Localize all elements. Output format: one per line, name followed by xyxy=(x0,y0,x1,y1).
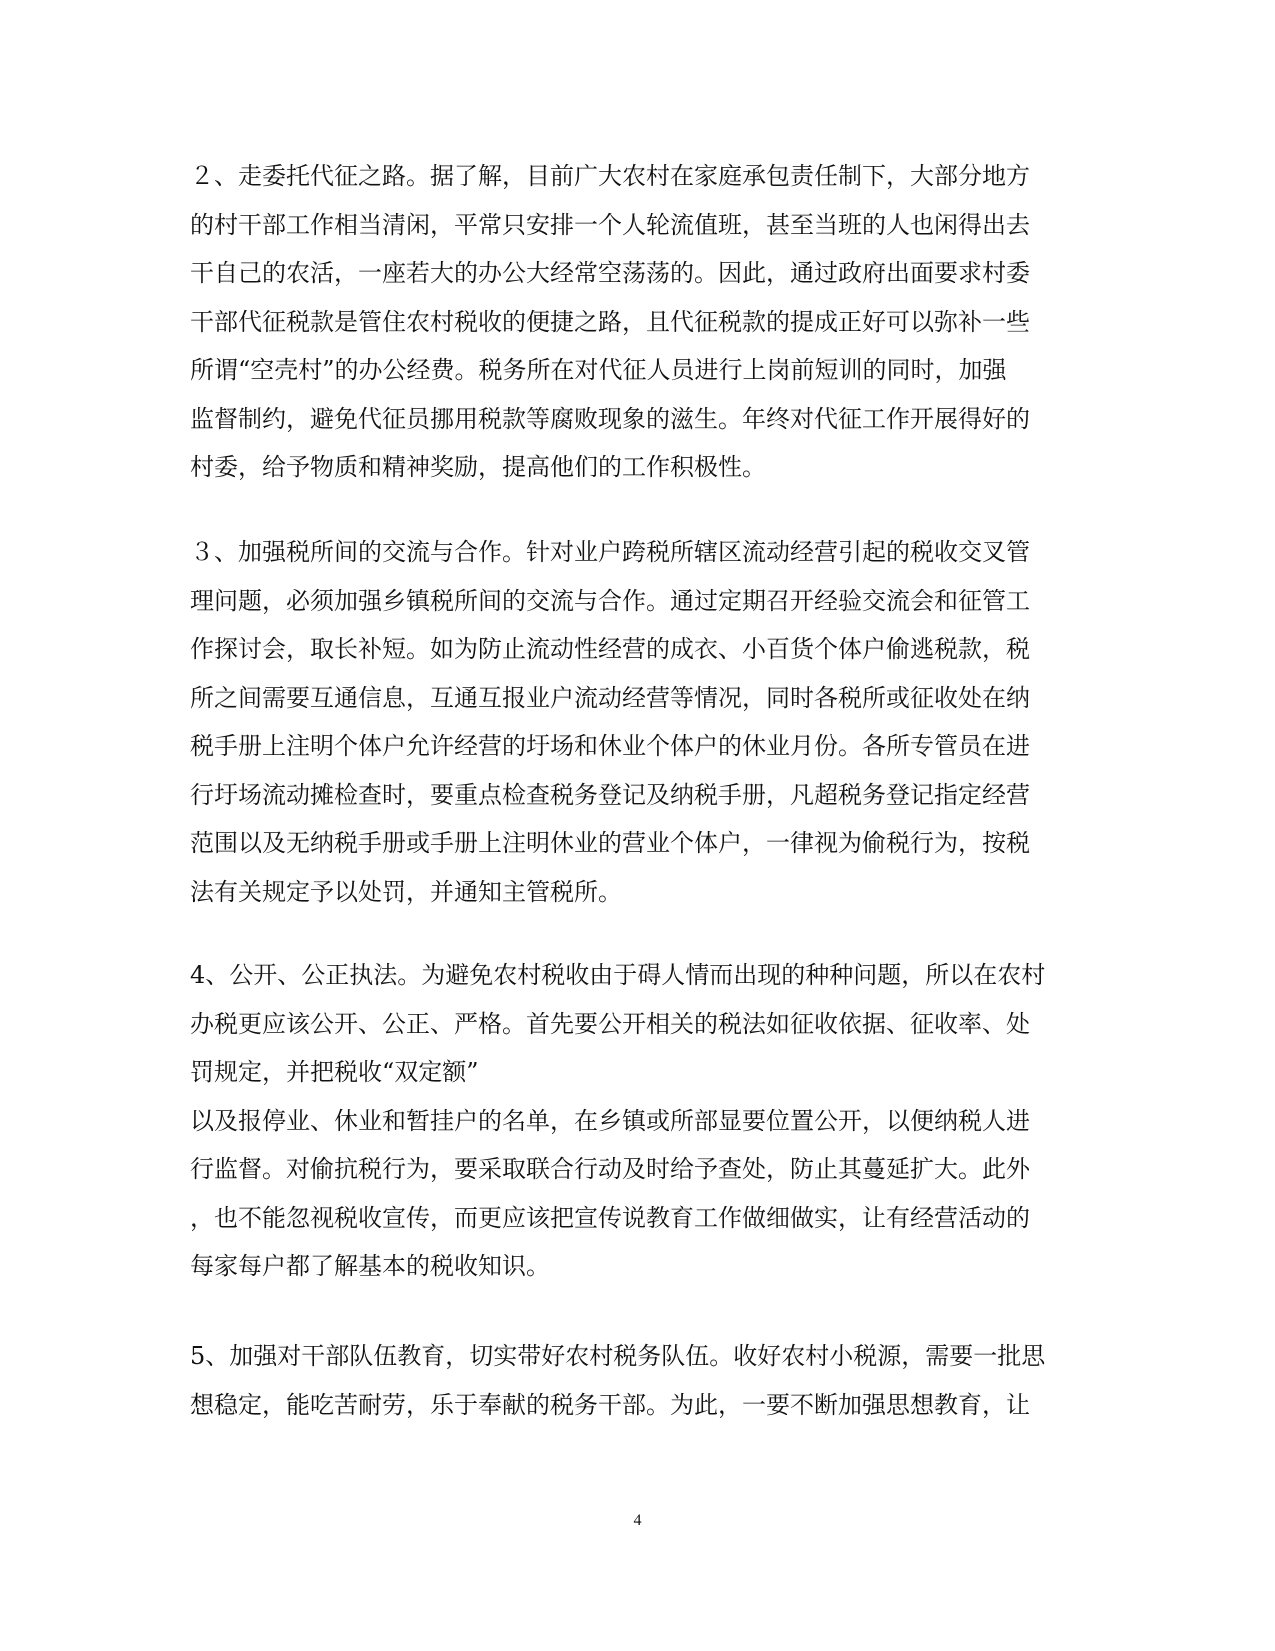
text-line: 税手册上注明个体户允许经营的圩场和休业个体户的休业月份。各所专管员在进 xyxy=(190,732,1030,760)
text-line: ３、加强税所间的交流与合作。针对业户跨税所辖区流动经营引起的税收交叉管 xyxy=(190,538,1030,566)
paragraph-5-staff-education xyxy=(190,1332,1090,1429)
text-line: 范围以及无纳税手册或手册上注明休业的营业个体户，一律视为偷税行为，按税 xyxy=(190,829,1030,857)
text-line: 罚规定，并把税收“双定额” xyxy=(190,1058,479,1086)
text-line: 行监督。对偷抗税行为，要采取联合行动及时给予查处，防止其蔓延扩大。此外 xyxy=(190,1155,1030,1183)
text-line: 作探讨会，取长补短。如为防止流动性经营的成衣、小百货个体户偷逃税款，税 xyxy=(190,635,1030,663)
text-line: ２、走委托代征之路。据了解，目前广大农村在家庭承包责任制下，大部分地方 xyxy=(190,162,1030,190)
page-number: 4 xyxy=(633,1512,642,1529)
text-line: 理问题，必须加强乡镇税所间的交流与合作。通过定期召开经验交流会和征管工 xyxy=(190,586,1030,615)
text-line: 干自己的农活，一座若大的办公大经常空荡荡的。因此，通过政府出面要求村委 xyxy=(190,259,1030,287)
text-line: 所谓“空壳村”的办公经费。税务所在对代征人员进行上岗前短训的同时，加强 xyxy=(190,356,1007,384)
text-line: 所之间需要互通信息，互通互报业户流动经营等情况，同时各税所或征收处在纳 xyxy=(190,683,1030,712)
text-line: 想稳定，能吃苦耐劳，乐于奉献的税务干部。为此，一要不断加强思想教育，让 xyxy=(190,1390,1030,1419)
paragraph-2-entrusted-collection xyxy=(190,152,1090,492)
paragraph-4-open-enforcement xyxy=(190,951,1090,1291)
paragraph-3-cooperation xyxy=(190,528,1090,916)
text-line: 监督制约，避免代征员挪用税款等腐败现象的滋生。年终对代征工作开展得好的 xyxy=(190,404,1030,433)
text-line: 以及报停业、休业和暂挂户的名单，在乡镇或所部显要位置公开，以便纳税人进 xyxy=(190,1106,1030,1135)
text-line: 村委，给予物质和精神奖励，提高他们的工作积极性。 xyxy=(190,453,766,481)
text-line: 4、公开、公正执法。为避免农村税收由于碍人情而出现的种种问题，所以在农村 xyxy=(190,961,1046,989)
text-line: 5、加强对干部队伍教育，切实带好农村税务队伍。收好农村小税源，需要一批思 xyxy=(190,1342,1046,1370)
text-line: 办税更应该公开、公正、严格。首先要公开相关的税法如征收依据、征收率、处 xyxy=(190,1009,1030,1038)
text-line: 法有关规定予以处罚，并通知主管税所。 xyxy=(190,877,622,906)
text-line: 干部代征税款是管住农村税收的便捷之路，且代征税款的提成正好可以弥补一些 xyxy=(190,307,1030,336)
text-line: ，也不能忽视税收宣传，而更应该把宣传说教育工作做细做实，让有经营活动的 xyxy=(190,1203,1030,1232)
text-line: 每家每户都了解基本的税收知识。 xyxy=(190,1252,550,1280)
text-line: 的村干部工作相当清闲，平常只安排一个人轮流值班，甚至当班的人也闲得出去 xyxy=(190,210,1030,239)
text-line: 行圩场流动摊检查时，要重点检查税务登记及纳税手册，凡超税务登记指定经营 xyxy=(190,780,1030,809)
